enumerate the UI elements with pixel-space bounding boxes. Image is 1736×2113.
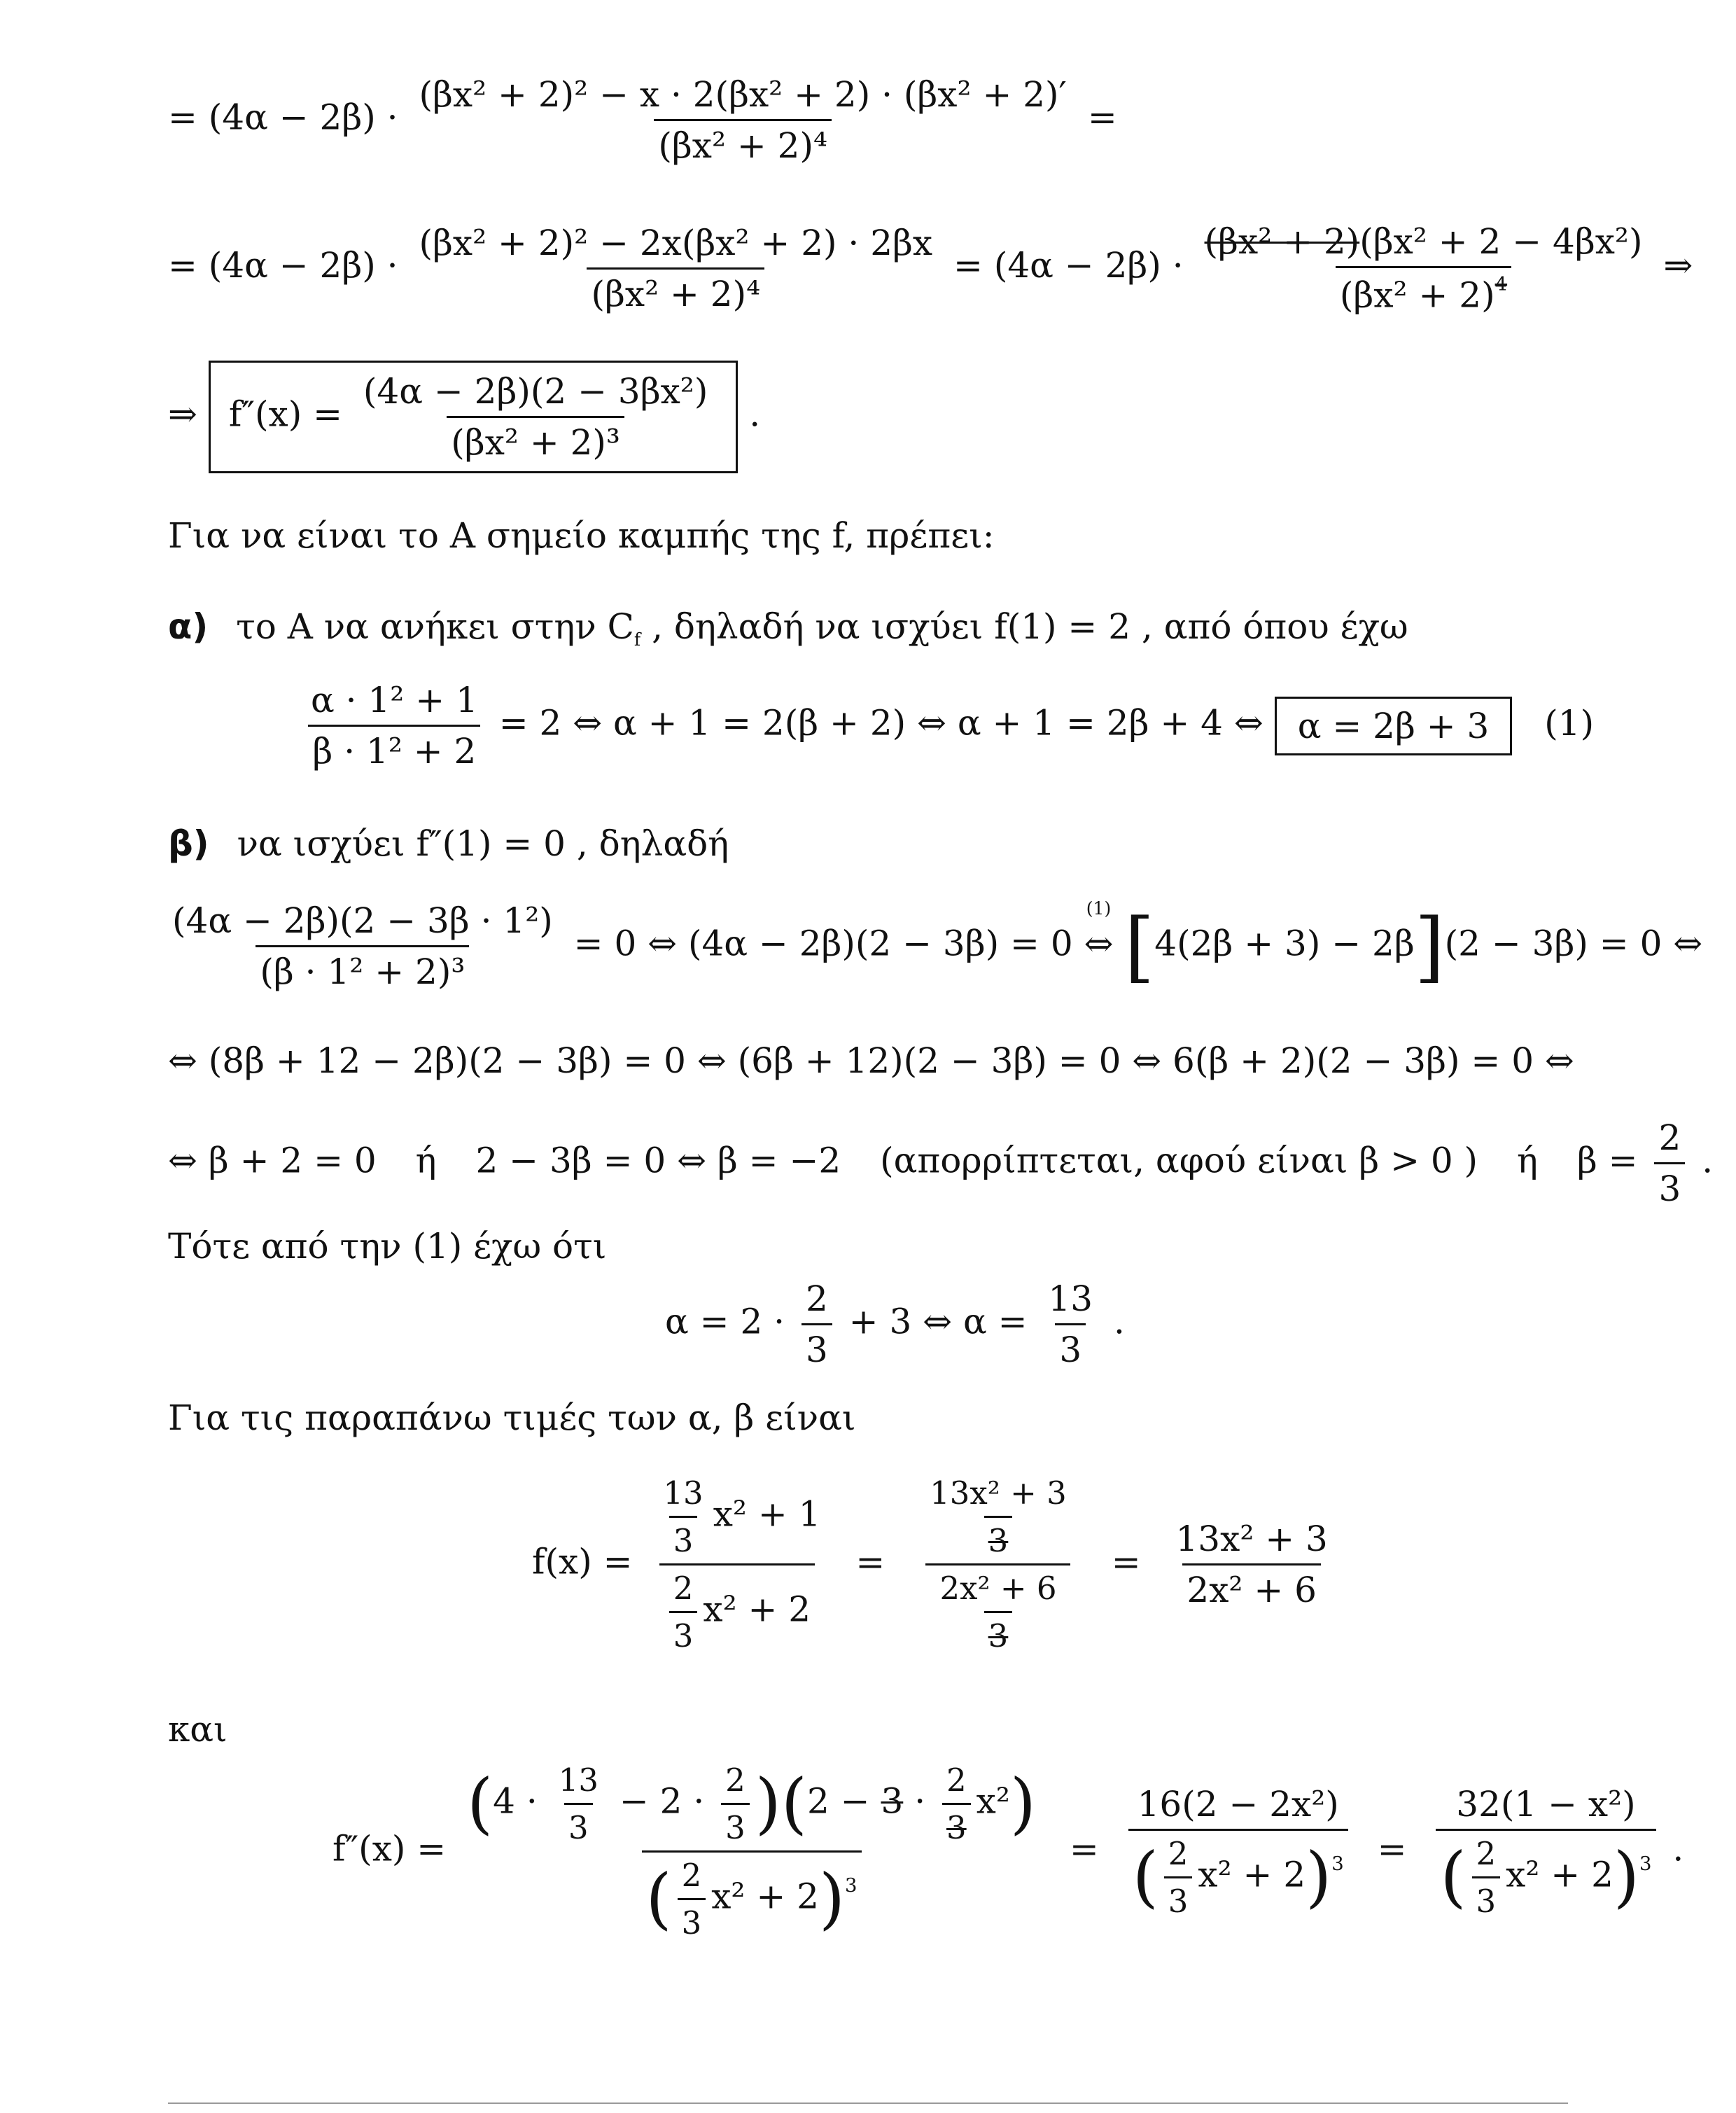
f2-final-lhs: f″(x) = — [332, 1828, 447, 1869]
condition-a-result-box: α = 2β + 3 — [1275, 697, 1513, 755]
condition-b-chain: = 0 ⇔ (4α − 2β)(2 − 3β) = 0 — [573, 923, 1073, 964]
condition-a-chain: = 2 ⇔ α + 1 = 2(β + 2) ⇔ α + 1 = 2β + 4 ⇔ — [498, 702, 1264, 744]
footer-rule — [168, 2102, 1568, 2104]
solution-part-3: β = — [1576, 1140, 1638, 1181]
implies-symbol: ⇒ — [168, 393, 197, 435]
alpha-calc-fraction-1: $\frac{2}{3}$ — [802, 1281, 832, 1367]
cancelled-three: 3 — [942, 1803, 971, 1843]
condition-a-text-after: , δηλαδή να ισχύει f(1) = 2 , από όπου έχω — [652, 606, 1408, 647]
cancelled-exponent: 4 — [1494, 273, 1508, 295]
step1-fraction — [414, 74, 1070, 166]
condition-a-label: α) — [168, 606, 209, 647]
bracket-expression: 4(2β + 3) − 2β — [1154, 923, 1415, 964]
condition-a-statement — [168, 606, 1408, 650]
result-fraction — [359, 371, 712, 463]
alpha-calculation: α = 2 · $\frac{2}{3}$ + 3 ⇔ α = $\frac{13}{3}$ . — [665, 1278, 1125, 1370]
iff-reference-tag: (1) — [1086, 898, 1112, 919]
condition-b-label: β) — [168, 823, 209, 864]
iff-with-reference — [1084, 898, 1114, 964]
text-and: και — [168, 1709, 227, 1750]
f2-compound-fraction: (4 · $\frac{13}{3}$ − 2 · $\frac{2}{3}$ )(2 − 3 · $\frac{2}{3}$ x²) ( $\frac{2}{3}$ x² + 2)$^3$ — [467, 1762, 1036, 1941]
step2-mid: = (4α − 2β) · — [953, 245, 1184, 286]
condition-a-denominator: β · 1² + 2 — [308, 725, 480, 769]
cancelled-three: 3 — [881, 1780, 904, 1822]
boxed-second-derivative — [168, 361, 760, 473]
step2-denominator-1: (βx² + 2)⁴ — [587, 267, 764, 312]
condition-b-text: να ισχύει f″(1) = 0 , δηλαδή — [237, 823, 729, 864]
alpha-value-fraction: $\frac{13}{3}$ — [1048, 1278, 1093, 1370]
result-numerator: (4α − 2β)(2 − 3βx²) — [363, 371, 708, 412]
result-period: . — [749, 393, 761, 435]
f2-intermediate-fraction: 16(2 − 2x²) ( $\frac{2}{3}$ x² + 2)$^3$ — [1128, 1787, 1348, 1917]
or-word-2: ή — [1516, 1140, 1538, 1181]
step2-denominator-2-base: (βx² + 2) — [1339, 274, 1495, 316]
cancelled-three: 3 — [984, 1611, 1013, 1652]
result-lhs: f″(x) = — [228, 393, 342, 435]
condition-b-numerator: (4α − 2β)(2 − 3β · 1²) — [172, 900, 553, 941]
iff-symbol: ⇔ — [1084, 923, 1114, 964]
step2-numerator-1: (βx² + 2)² − 2x(βx² + 2) · 2βx — [419, 222, 933, 263]
step2-lhs: = (4α − 2β) · — [168, 245, 398, 286]
equation-step-2 — [168, 221, 1693, 316]
f-final-equation: f(x) = $\frac{13}{3}$ x² + 1 $\frac{2}{3}$ x² + 2 = $\frac{\frac{\text{13x² + 3}}{3}}{\frac{\text{2x² + 6}}{3}}$ = $\frac{\text{13x² + 3}}{\text{2x² + 6}}$ — [532, 1477, 1338, 1652]
rejection-note: (απορρίπτεται, αφού είναι β > 0 ) — [880, 1140, 1478, 1181]
beta-value-fraction: $\frac{2}{3}$ — [1654, 1120, 1685, 1206]
condition-b-chain-tail: (2 − 3β) = 0 ⇔ — [1444, 923, 1703, 964]
f-final-lhs: f(x) = — [532, 1541, 633, 1582]
f2-result-fraction: 32(1 − x²) ( $\frac{2}{3}$ x² + 2)$^3$ — [1436, 1787, 1656, 1917]
f-simplify-fraction: $\frac{\frac{\text{13x² + 3}}{3}}{\frac{\text{2x² + 6}}{3}}$ — [916, 1477, 1081, 1652]
solution-part-1: ⇔ β + 2 = 0 — [168, 1140, 377, 1181]
condition-b-denominator: (β · 1² + 2)³ — [255, 945, 469, 989]
equation-step-1 — [168, 74, 1117, 166]
step2-fraction-1 — [414, 222, 937, 314]
condition-b-solutions: ⇔ β + 2 = 0 ή 2 − 3β = 0 ⇔ β = −2 (απορρίπτεται, αφού είναι β > 0 ) ή β = $\frac{2}{3}$ . — [168, 1117, 1714, 1209]
step1-rhs: = — [1087, 97, 1117, 138]
f2-final-equation: f″(x) = (4 · $\frac{13}{3}$ − 2 · $\frac{2}{3}$ )(2 − 3 · $\frac{2}{3}$ x²) ( $\frac{2}{3}$ x² + 2)$^3$ = 16(2 − 2x²) ( $\frac{2}{3}$ x² + 2)$^3$ = 32(1 − x²) ( $\frac{2}{3}$ x² + 2)$^3$ . — [332, 1762, 1684, 1941]
equation-ref-1: (1) — [1544, 702, 1595, 744]
result-box — [209, 361, 738, 473]
step1-numerator: (βx² + 2)² − x · 2(βx² + 2) · (βx² + 2)′ — [419, 74, 1067, 115]
step1-lhs: = (4α − 2β) · — [168, 97, 398, 138]
step1-denominator: (βx² + 2)⁴ — [654, 119, 832, 163]
step2-fraction-2 — [1200, 221, 1647, 316]
condition-b-fraction — [168, 900, 557, 992]
condition-a-equation — [301, 680, 1595, 772]
cancelled-factor: (βx² + 2) — [1204, 221, 1360, 262]
condition-a-text: το A να ανήκει στην C — [236, 606, 634, 647]
text-inflection-condition: Για να είναι το A σημείο καμπής της f, πρέπει: — [168, 515, 995, 556]
condition-b-equation: $\frac{\text{(4α − 2β)(2 − 3β · 1²)}}{\text{(β · 1² + 2)³}}$ = 0 ⇔ (4α − 2β)(2 − 3β) = 0 (1) ⇔ [4(2β + 3) − 2β](2 − 3β) = 0 ⇔ — [168, 903, 1702, 989]
cancelled-three: 3 — [984, 1516, 1013, 1556]
step2-rhs: ⇒ — [1663, 245, 1693, 286]
or-word-1: ή — [415, 1140, 437, 1181]
condition-a-subscript: f — [634, 629, 641, 650]
text-then: Τότε από την (1) έχω ότι — [168, 1226, 607, 1267]
condition-b-statement — [168, 823, 729, 864]
solution-part-2: 2 − 3β = 0 ⇔ β = −2 — [475, 1140, 841, 1181]
result-denominator: (βx² + 2)³ — [447, 416, 624, 460]
step2-numerator-2-rest: (βx² + 2 − 4βx²) — [1359, 221, 1643, 262]
condition-a-fraction — [307, 680, 482, 772]
f-compound-fraction: $\frac{13}{3}$ x² + 1 $\frac{2}{3}$ x² + 2 — [649, 1477, 825, 1652]
f-result-fraction: $\frac{\text{13x² + 3}}{\text{2x² + 6}}$ — [1175, 1519, 1328, 1610]
condition-a-numerator: α · 1² + 1 — [311, 680, 478, 720]
condition-b-factoring: ⇔ (8β + 12 − 2β)(2 − 3β) = 0 ⇔ (6β + 12)(2 − 3β) = 0 ⇔ 6(β + 2)(2 − 3β) = 0 ⇔ — [168, 1040, 1574, 1081]
text-values: Για τις παραπάνω τιμές των α, β είναι — [168, 1397, 856, 1438]
